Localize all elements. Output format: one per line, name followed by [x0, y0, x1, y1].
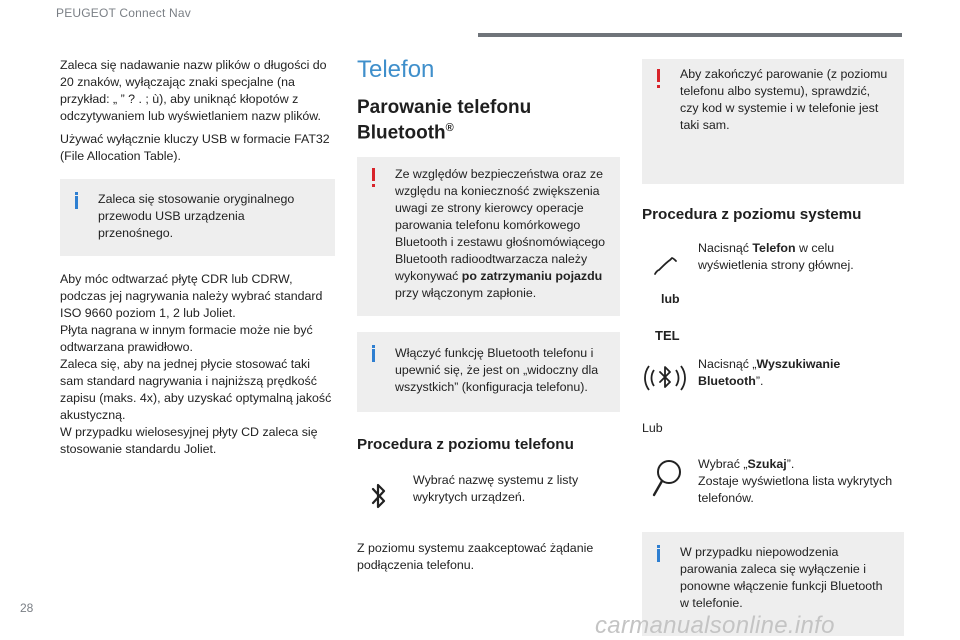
heading-phone-procedure: Procedura z poziomu telefonu: [357, 436, 574, 454]
heading-pairing-text: Parowanie telefonu Bluetooth: [357, 97, 532, 144]
info-box-usb-cable: [60, 179, 335, 256]
warning-icon: [372, 168, 375, 181]
step2-post: ”.: [755, 374, 764, 388]
system-step-telefon: [642, 240, 904, 343]
paragraph-usb-format: Używać wyłącznie kluczy USB w formacie FAT32 (File Allocation Table).: [60, 132, 330, 163]
warning-box-safety: [357, 157, 620, 316]
bluetooth-search-icon: [642, 356, 688, 400]
system-step-search: [642, 456, 904, 518]
warning-text: Ze względów bezpieczeństwa oraz ze względu na konieczność zwiększenia uwagi ze strony kierowcy operacje parowania telefonu komórkowego Bluetooth i zestawu głośnomówiącego Bluetooth radioodtwarzacza należy wykonywać: [395, 167, 606, 284]
info-box-text: Zaleca się stosowanie oryginalnego przewodu USB urządzenia przenośnego.: [98, 192, 295, 240]
step2-pre: Nacisnąć „: [698, 357, 757, 371]
magnifier-icon: [650, 458, 684, 500]
paragraph-format: Płyta nagrana w innym formacie może nie być odtwarzana prawidłowo.: [60, 323, 313, 354]
running-header: PEUGEOT Connect Nav: [56, 6, 191, 20]
warning-icon: [657, 69, 660, 82]
info-icon: [75, 192, 78, 195]
bluetooth-icon: [369, 480, 389, 512]
info-box-text: Włączyć funkcję Bluetooth telefonu i upewnić się, że jest on „widoczny dla wszystkich” (konfiguracja telefonu).: [395, 346, 599, 395]
step3-pre: Wybrać „: [698, 457, 748, 471]
info-box-bluetooth: [357, 332, 620, 412]
heading-pairing: [357, 97, 620, 143]
paragraph-cdr: Aby móc odtwarzać płytę CDR lub CDRW, podczas jej nagrywania należy wybrać standard ISO 9660 poziom 1, 2 lub Joliet.: [60, 272, 323, 320]
cd-paragraphs: [60, 271, 335, 458]
paragraph-joliet: W przypadku wielosesyjnej płyty CD zaleca się stosowanie standardu Joliet.: [60, 425, 318, 456]
phone-handset-icon: [652, 256, 678, 276]
paragraph-speed: Zaleca się, aby na jednej płycie stosować taki sam standard nagrywania i najniższą prędkość zapisu (maks. 4x), aby uzyskać optymalną jakość akustyczną.: [60, 357, 332, 422]
system-step-bt-search: [642, 356, 904, 416]
registered-mark: ®: [445, 122, 454, 134]
or-label: lub: [661, 292, 680, 306]
watermark: carmanualsonline.info: [595, 612, 835, 639]
phone-step-text: Wybrać nazwę systemu z listy wykrytych urządzeń.: [413, 473, 579, 505]
step2-bold: Wyszukiwanie Bluetooth: [698, 357, 841, 388]
tel-button-label: TEL: [655, 328, 680, 343]
paragraph-filenames: Zaleca się nadawanie nazw plików o długości do 20 znaków, wyłączając znaki specjalne (na przykład: „ ” ? . ; ù), aby uniknąć kłopotów z odczytywaniem lub wyświetlaniem nazw plików.: [60, 58, 327, 123]
info-box-text: W przypadku niepowodzenia parowania zaleca się wyłączenie i ponowne włączenie funkcji Bluetooth w telefonie.: [680, 545, 883, 610]
step1-pre: Nacisnąć: [698, 241, 753, 255]
warning-tail: przy włączonym zapłonie.: [395, 286, 537, 301]
step1-post: w celu wyświetlenia strony głównej.: [698, 241, 854, 272]
header-rule: [478, 33, 902, 37]
warning-box-code: [642, 59, 904, 184]
column-left: [60, 57, 335, 458]
step3-post: ”.: [786, 457, 795, 471]
step3-text: [698, 456, 904, 507]
step2-text: [698, 356, 904, 390]
step1-text: [698, 240, 904, 274]
column-middle: [357, 57, 620, 574]
step1-bold: Telefon: [752, 241, 796, 255]
heading-system-procedure: Procedura z poziomu systemu: [642, 206, 862, 223]
info-icon: [372, 345, 375, 348]
warning-bold: po zatrzymaniu pojazdu: [461, 269, 603, 284]
lub-label: Lub: [642, 421, 663, 435]
page-number: 28: [20, 601, 34, 615]
step3-bold: Szukaj: [747, 457, 787, 471]
paragraph-accept: Z poziomu systemu zaakceptować żądanie podłączenia telefonu.: [357, 541, 594, 573]
step3-line2: Zostaje wyświetlona lista wykrytych telefonów.: [698, 474, 893, 505]
phone-procedure-step: [357, 470, 620, 528]
warning-text: Aby zakończyć parowanie (z poziomu telefonu albo systemu), sprawdzić, czy kod w systemie i w telefonie jest taki sam.: [680, 67, 888, 132]
column-right: [642, 59, 904, 636]
section-title: Telefon: [357, 56, 435, 83]
info-icon: [657, 545, 660, 548]
